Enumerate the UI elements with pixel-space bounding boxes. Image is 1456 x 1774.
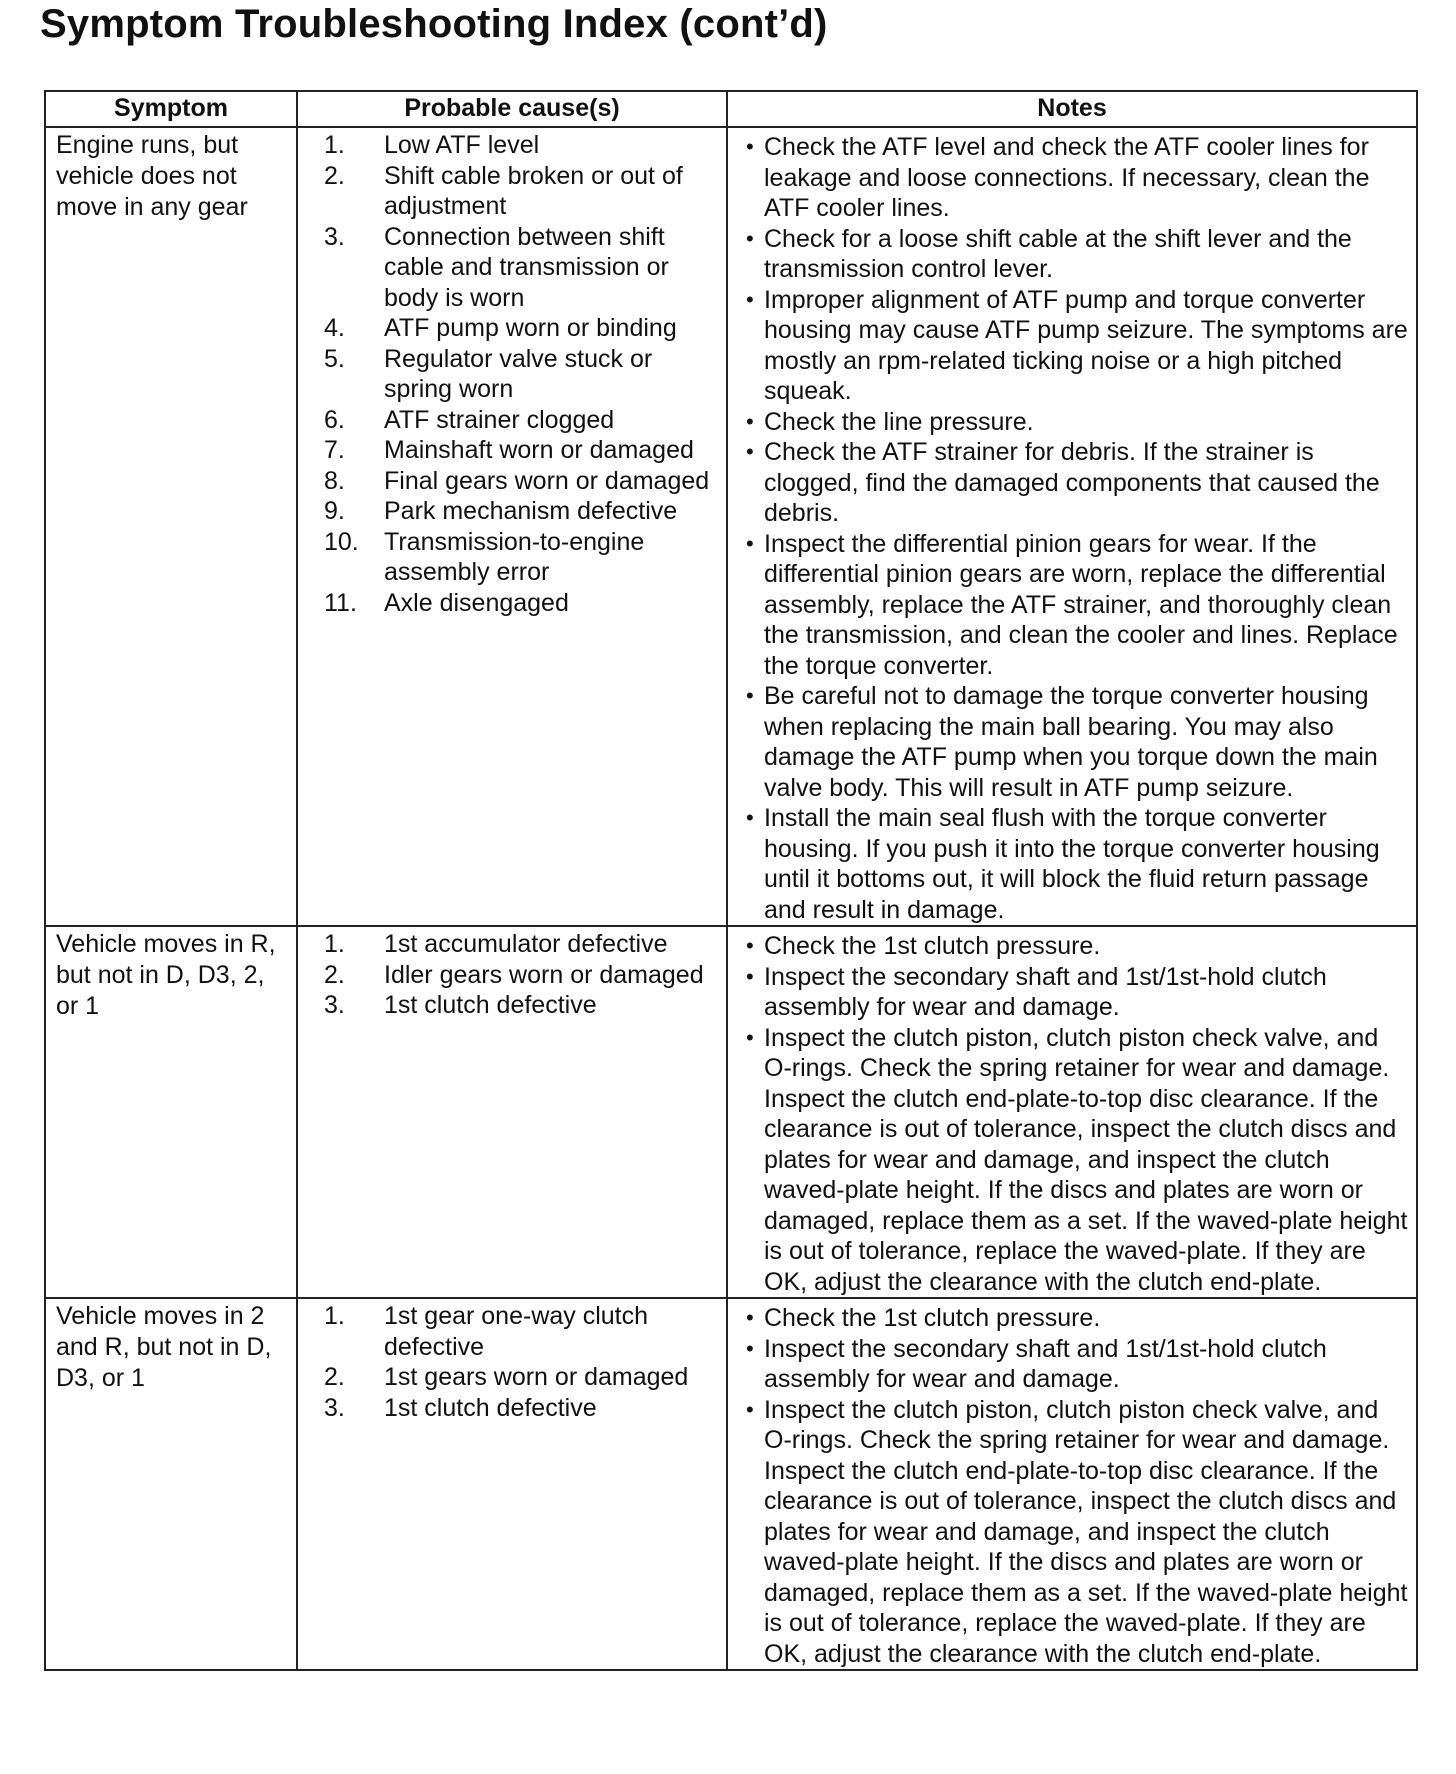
causes-cell <box>297 127 727 926</box>
cause-text: Connection between shift cable and transmission or body is worn <box>384 222 669 312</box>
bullet-icon: • <box>746 933 754 958</box>
note-text: Check the 1st clutch pressure. <box>764 932 1101 960</box>
notes-list <box>728 927 1416 1297</box>
cause-text: 1st gear one-way clutch defective <box>384 1302 649 1361</box>
bullet-icon: • <box>746 408 754 434</box>
cause-item <box>324 435 722 466</box>
cause-item <box>324 527 722 588</box>
cause-number: 1. <box>324 1302 345 1330</box>
cause-number: 3. <box>324 1393 345 1422</box>
cause-number: 2. <box>324 960 345 989</box>
cause-text: 1st clutch defective <box>384 1393 597 1422</box>
cause-text: Shift cable broken or out of adjustment <box>384 161 683 220</box>
cause-text: ATF strainer clogged <box>384 405 615 434</box>
note-item <box>742 1023 1408 1298</box>
note-text: Check the ATF strainer for debris. If the strainer is clogged, find the damaged components that caused the debris. <box>764 438 1380 527</box>
note-item <box>742 681 1408 803</box>
note-item <box>742 931 1408 962</box>
cause-text: Final gears worn or damaged <box>384 466 710 495</box>
cause-number: 5. <box>324 344 345 373</box>
cause-number: 1. <box>324 131 345 159</box>
cause-number: 3. <box>324 991 345 1019</box>
bullet-icon: • <box>746 439 754 464</box>
cause-item <box>324 929 722 960</box>
table-body <box>45 127 1417 1670</box>
note-text: Inspect the clutch piston, clutch piston check valve, and O-rings. Check the spring retainer for wear and damage. Inspect the clutch end-plate-to-top disc clearance. If the clearance is out of tolerance, inspect the clutch discs and plates for wear and damage, and inspect the clutch waved-plate height. If the discs and plates are worn or damaged, replace them as a set. If the waved-plate height is out of tolerance, replace the waved-plate. If they are OK, adjust the clearance with the clutch end-plate. <box>764 1395 1408 1668</box>
symptom-cell <box>45 1298 297 1670</box>
cause-text: 1st clutch defective <box>384 991 597 1019</box>
cause-number: 2. <box>324 1363 345 1391</box>
note-item <box>742 962 1408 1023</box>
cause-item <box>324 588 722 619</box>
note-text: Check the 1st clutch pressure. <box>764 1304 1101 1332</box>
cause-text: Idler gears worn or damaged <box>384 960 704 989</box>
bullet-icon: • <box>746 225 754 251</box>
bullet-icon: • <box>746 530 754 556</box>
bullet-icon: • <box>746 805 754 830</box>
cause-text: 1st gears worn or damaged <box>384 1363 689 1391</box>
cause-number: 7. <box>324 436 345 464</box>
cause-text: 1st accumulator defective <box>384 930 668 958</box>
note-text: Inspect the clutch piston, clutch piston check valve, and O-rings. Check the spring retainer for wear and damage. Inspect the clutch end-plate-to-top disc clearance. If the clearance is out of tolerance, inspect the clutch discs and plates for wear and damage, and inspect the clutch waved-plate height. If the discs and plates are worn or damaged, replace them as a set. If the waved-plate height is out of tolerance, replace the waved-plate. If they are OK, adjust the clearance with the clutch end-plate. <box>764 1023 1408 1296</box>
note-text: Inspect the secondary shaft and 1st/1st-hold clutch assembly for wear and damage. <box>764 962 1327 1021</box>
note-item <box>742 224 1408 285</box>
cause-number: 1. <box>324 930 345 958</box>
notes-cell <box>727 926 1417 1298</box>
table-row <box>45 926 1417 1298</box>
cause-item <box>324 466 722 497</box>
table-row <box>45 127 1417 926</box>
page-title: Symptom Troubleshooting Index (cont’d) <box>40 2 828 46</box>
bullet-icon: • <box>746 1305 754 1330</box>
causes-list <box>298 128 726 618</box>
bullet-icon: • <box>746 134 754 159</box>
cause-number: 6. <box>324 405 345 434</box>
note-item <box>742 1303 1408 1334</box>
symptom-cell <box>45 127 297 926</box>
note-item <box>742 529 1408 682</box>
header-probable-causes: Probable cause(s) <box>297 91 727 127</box>
cause-item <box>324 1362 722 1393</box>
note-text: Check the ATF level and check the ATF cooler lines for leakage and loose connections. If necessary, clean the ATF cooler lines. <box>764 133 1370 222</box>
note-item <box>742 803 1408 925</box>
note-text: Be careful not to damage the torque converter housing when replacing the main ball bearing. You may also damage the ATF pump when you torque down the main valve body. This will result in ATF pump seizure. <box>764 682 1378 802</box>
cause-item <box>324 222 722 314</box>
cause-text: Mainshaft worn or damaged <box>384 436 694 464</box>
causes-list <box>298 927 726 1021</box>
cause-number: 3. <box>324 222 345 251</box>
symptom-text: Vehicle moves in R, but not in D, D3, 2, or 1 <box>56 930 276 1020</box>
bullet-icon: • <box>746 1396 754 1422</box>
note-text: Check the line pressure. <box>764 407 1034 436</box>
cause-number: 11. <box>324 588 357 617</box>
cause-text: ATF pump worn or binding <box>384 314 677 342</box>
bullet-icon: • <box>746 1024 754 1050</box>
cause-number: 9. <box>324 497 345 525</box>
header-notes: Notes <box>727 91 1417 127</box>
notes-list <box>728 128 1416 925</box>
cause-item <box>324 496 722 527</box>
bullet-icon: • <box>746 286 754 312</box>
note-text: Check for a loose shift cable at the shift lever and the transmission control lever. <box>764 224 1352 283</box>
note-item <box>742 132 1408 224</box>
cause-text: Transmission-to-engine assembly error <box>384 527 645 586</box>
note-item <box>742 1395 1408 1670</box>
header-row <box>45 91 1417 127</box>
symptom-cell <box>45 926 297 1298</box>
cause-item <box>324 1393 722 1424</box>
symptom-text: Engine runs, but vehicle does not move in any gear <box>56 131 248 221</box>
cause-item <box>324 960 722 991</box>
cause-number: 2. <box>324 161 345 190</box>
table-row <box>45 1298 1417 1670</box>
cause-item <box>324 161 722 222</box>
cause-item <box>324 344 722 405</box>
causes-list <box>298 1299 726 1423</box>
note-item <box>742 407 1408 438</box>
cause-item <box>324 405 722 436</box>
notes-cell <box>727 1298 1417 1670</box>
note-text: Inspect the secondary shaft and 1st/1st-hold clutch assembly for wear and damage. <box>764 1334 1327 1393</box>
cause-item <box>324 130 722 161</box>
cause-item <box>324 313 722 344</box>
cause-text: Low ATF level <box>384 131 540 159</box>
header-symptom: Symptom <box>45 91 297 127</box>
symptom-text: Vehicle moves in 2 and R, but not in D, D3, or 1 <box>56 1302 272 1392</box>
bullet-icon: • <box>746 683 754 708</box>
bullet-icon: • <box>746 1335 754 1361</box>
notes-cell <box>727 127 1417 926</box>
notes-list <box>728 1299 1416 1669</box>
note-text: Inspect the differential pinion gears for wear. If the differential pinion gears are worn, replace the differential assembly, replace the ATF strainer, and thoroughly clean the transmission, and clean the cooler and lines. Replace the torque converter. <box>764 529 1398 680</box>
note-item <box>742 285 1408 407</box>
cause-text: Regulator valve stuck or spring worn <box>384 344 653 403</box>
cause-item <box>324 1301 722 1362</box>
causes-cell <box>297 1298 727 1670</box>
note-text: Improper alignment of ATF pump and torque converter housing may cause ATF pump seizure. The symptoms are mostly an rpm-related ticking noise or a high pitched squeak. <box>764 285 1408 405</box>
troubleshooting-table <box>44 90 1418 1671</box>
cause-number: 4. <box>324 314 345 342</box>
note-item <box>742 437 1408 529</box>
cause-number: 10. <box>324 527 359 556</box>
cause-text: Axle disengaged <box>384 588 569 617</box>
note-text: Install the main seal flush with the torque converter housing. If you push it into the torque converter housing until it bottoms out, it will block the fluid return passage and result in damage. <box>764 804 1380 924</box>
bullet-icon: • <box>746 963 754 989</box>
cause-item <box>324 990 722 1021</box>
cause-number: 8. <box>324 466 345 495</box>
causes-cell <box>297 926 727 1298</box>
note-item <box>742 1334 1408 1395</box>
cause-text: Park mechanism defective <box>384 497 678 525</box>
